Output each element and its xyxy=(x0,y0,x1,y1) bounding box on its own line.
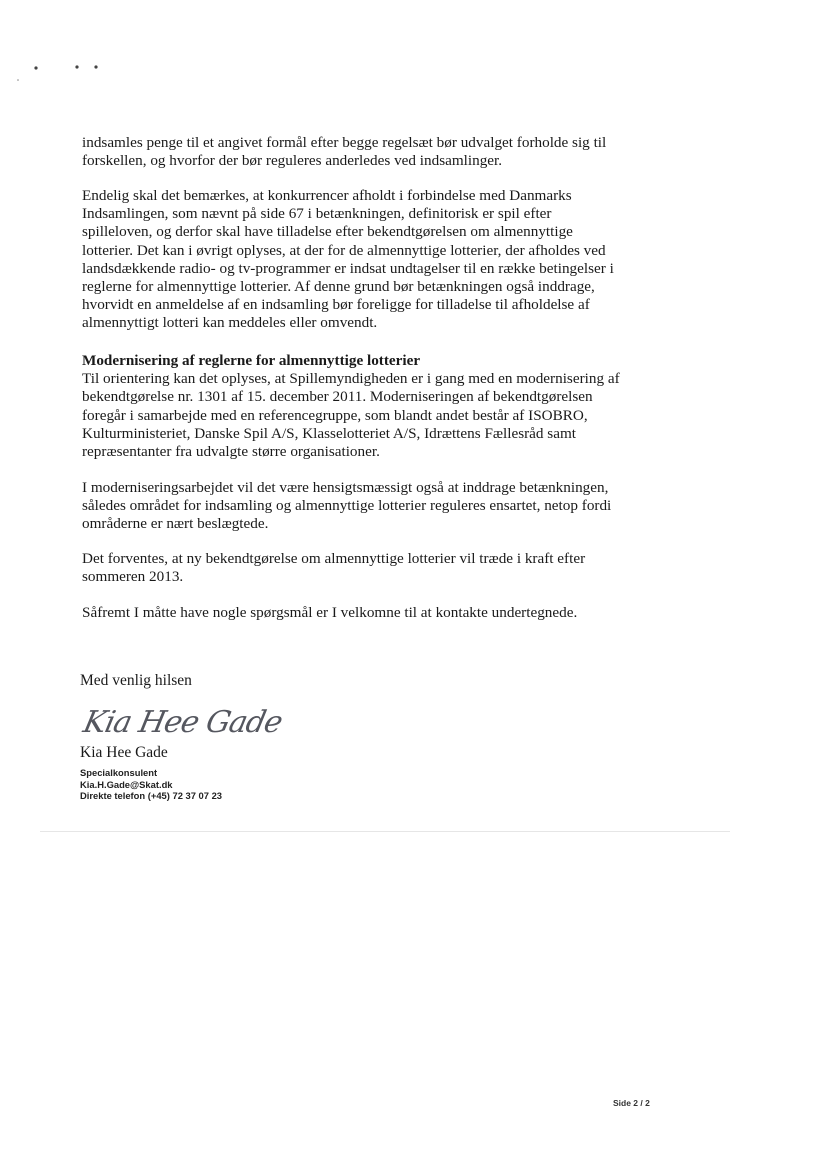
paragraph-orientation: Til orientering kan det oplyses, at Spillemyndigheden er i gang med en modernisering af bekendtgørelse nr. 1301 af 15. december 2011. Moderniseringen af bekendtgørelsen foregår i samarbejde med en referencegruppe, som blandt andet består af ISOBRO, Kulturministeriet, Danske Spil A/S, Klasselotteriet A/S, Idrættens Fællesråd samt repræsentanter fra udvalgte større organisationer. xyxy=(82,370,620,461)
section-heading: Modernisering af reglerne for almennyttige lotterier xyxy=(82,352,421,369)
scan-specks xyxy=(14,60,114,90)
paragraph-competitions: Endelig skal det bemærkes, at konkurrencer afholdt i forbindelse med Danmarks Indsamlingen, som nævnt på side 67 i betænkningen, definitorisk er spil efter spilleloven, og derfor skal have tilladelse efter bekendtgørelsen om almennyttige lotterier. Det kan i øvrigt oplyses, at der for de almennyttige lotterier, der afholdes ved landsdækkende radio- og tv-programmer er indsat undtagelser til en række betingelser i reglerne for almennyttige lotterier. Af denne grund bør betænkningen også inddrage, hvorvidt en anmeldelse af en indsamling bør foreligge for tilladelse til afholdelse af almennyttigt lotteri kan meddeles eller omvendt. xyxy=(82,187,614,332)
paragraph-difference: indsamles penge til et angivet formål efter begge regelsæt bør udvalget forholde sig til forskellen, og hvorfor der bør reguleres anderledes ved indsamlinger. xyxy=(82,134,607,170)
signer-details xyxy=(80,767,222,802)
svg-text:Kia Hee Gade: Kia Hee Gade xyxy=(80,705,285,740)
paragraph-contact: Såfremt I måtte have nogle spørgsmål er I velkomne til at kontakte undertegnede. xyxy=(82,604,578,621)
paragraph-expectation: Det forventes, at ny bekendtgørelse om almennyttige lotterier vil træde i kraft efter sommeren 2013. xyxy=(82,550,586,586)
signer-email: Kia.H.Gade@Skat.dk xyxy=(80,778,173,790)
paragraph-modernisation-work: I moderniseringsarbejdet vil det være hensigtsmæssigt også at inddrage betænkningen, således området for indsamling og almennyttige lotterier reguleres ensartet, netop fordi områderne er nært beslægtede. xyxy=(82,479,612,533)
signer-phone: Direkte telefon (+45) 72 37 07 23 xyxy=(80,790,223,801)
page-number: Side 2 / 2 xyxy=(613,1098,650,1108)
signer-name: Kia Hee Gade xyxy=(80,744,168,761)
handwritten-signature xyxy=(80,694,285,744)
closing-salutation: Med venlig hilsen xyxy=(80,672,192,689)
section-modernisation xyxy=(82,352,622,461)
signer-title: Specialkonsulent xyxy=(80,767,158,778)
footer-divider xyxy=(40,831,730,832)
